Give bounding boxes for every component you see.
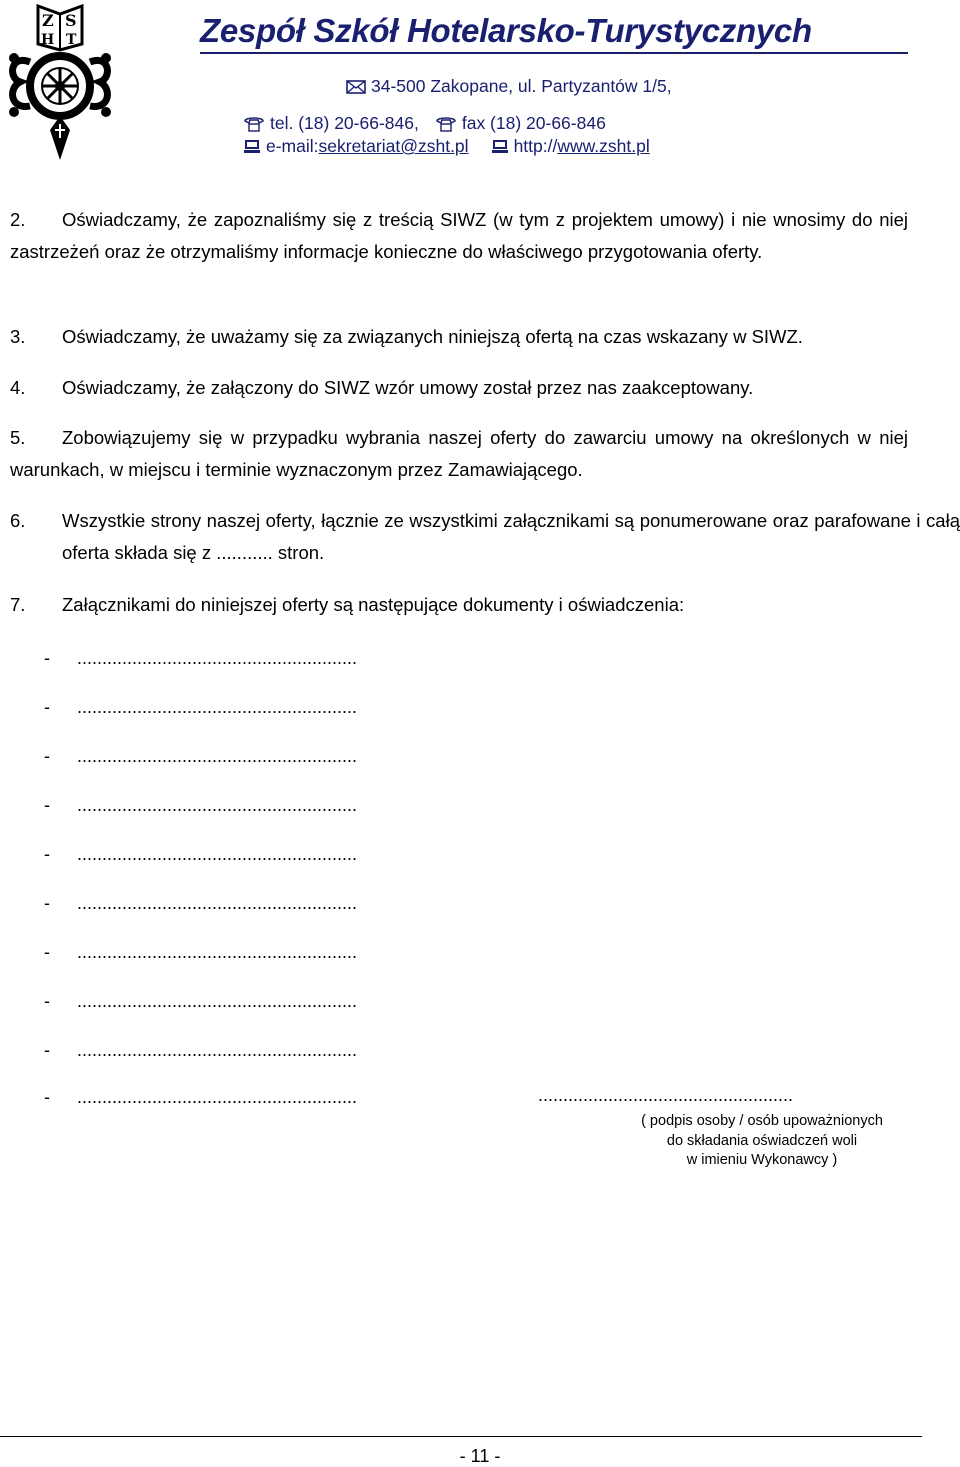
attachment-placeholder: ........................................................ [77, 697, 358, 717]
page-number: - 11 - [459, 1446, 501, 1466]
attachment-placeholder: ........................................................ [77, 746, 358, 766]
attachment-line[interactable] [44, 991, 357, 1012]
attachment-placeholder: ........................................................ [77, 893, 358, 913]
school-logo-icon [4, 2, 116, 160]
fax-icon [435, 116, 457, 132]
attachment-line[interactable] [44, 795, 357, 816]
attachment-dash: - [44, 697, 50, 717]
attachment-line[interactable] [44, 648, 357, 669]
attachment-line[interactable] [44, 844, 357, 865]
item-text: Zobowiązujemy się w przypadku wybrania naszej oferty do zawarciu umowy na określonych w niej warunkach, w miejscu i terminie wyznaczonym przez Zamawiającego. [10, 427, 908, 480]
signature-line[interactable]: ................................................... [538, 1085, 794, 1105]
computer-icon [491, 139, 509, 154]
attachment-dash: - [44, 1087, 50, 1107]
school-name: Zespół Szkół Hotelarsko-Turystycznych [200, 12, 812, 49]
attachment-dash: - [44, 844, 50, 864]
item-number: 6. [10, 510, 26, 531]
logo-letter-t: T [66, 32, 77, 48]
list-item [10, 321, 960, 353]
attachment-line[interactable] [44, 942, 357, 963]
school-logo [4, 2, 116, 160]
item-text: Wszystkie strony naszej oferty, łącznie ze wszystkimi załącznikami są ponumerowane oraz parafowane i całą oferta składa się z ........... stron. [62, 510, 960, 563]
attachment-line[interactable] [44, 1087, 357, 1108]
email-label: e-mail: [266, 136, 319, 156]
attachment-placeholder: ........................................................ [77, 991, 358, 1011]
computer-icon [243, 139, 261, 154]
attachment-dash: - [44, 648, 50, 668]
attachment-dash: - [44, 746, 50, 766]
attachment-line[interactable] [44, 1040, 357, 1061]
signature-caption [612, 1112, 912, 1171]
attachment-dash: - [44, 795, 50, 815]
signature-caption-line: ( podpis osoby / osób upoważnionych [641, 1113, 883, 1129]
attachment-dash: - [44, 991, 50, 1011]
attachment-line[interactable] [44, 697, 357, 718]
fax-text: fax (18) 20-66-846 [461, 113, 606, 133]
address-text: 34-500 Zakopane, ul. Partyzantów 1/5, [371, 76, 672, 96]
signature-caption-line: w imieniu Wykonawcy ) [686, 1152, 838, 1168]
item-text: Oświadczamy, że załączony do SIWZ wzór umowy został przez nas zaakceptowany. [62, 377, 754, 398]
item-text: Załącznikami do niniejszej oferty są następujące dokumenty i oświadczenia: [62, 594, 685, 615]
attachment-line[interactable] [44, 746, 357, 767]
logo-letter-h: H [41, 32, 55, 48]
list-item [10, 204, 960, 268]
signature-caption-line: do składania oświadczeń woli [666, 1132, 858, 1149]
attachment-dash: - [44, 893, 50, 913]
phone-icon [243, 116, 265, 132]
address-line [346, 76, 672, 97]
item-number: 2. [10, 209, 26, 230]
www-prefix: http:// [513, 136, 558, 156]
list-item [10, 589, 960, 621]
attachment-dash: - [44, 942, 50, 962]
item-text: Oświadczamy, że zapoznaliśmy się z treścią SIWZ (w tym z projektem umowy) i nie wnosimy do niej zastrzeżeń oraz że otrzymaliśmy informacje konieczne do właściwego przygotowania oferty. [10, 209, 908, 262]
list-item [10, 372, 960, 404]
attachment-placeholder: ........................................................ [77, 844, 358, 864]
email-www-line [243, 136, 650, 157]
www-link[interactable]: www.zsht.pl [557, 136, 650, 156]
list-item [10, 422, 960, 486]
attachment-placeholder: ........................................................ [77, 1087, 358, 1107]
email-link[interactable]: sekretariat@zsht.pl [318, 136, 469, 156]
attachment-placeholder: ........................................................ [77, 795, 358, 815]
envelope-icon [346, 80, 366, 94]
item-text: Oświadczamy, że uważamy się za związanych niniejszą ofertą na czas wskazany w SIWZ. [62, 326, 803, 347]
phone-text: tel. (18) 20-66-846, [270, 113, 419, 133]
attachment-placeholder: ........................................................ [77, 648, 358, 668]
attachment-placeholder: ........................................................ [77, 1040, 358, 1060]
logo-letter-z: Z [42, 11, 54, 30]
header-rule [200, 52, 908, 54]
logo-letter-s: S [65, 11, 77, 30]
item-number: 3. [10, 326, 26, 347]
attachment-placeholder: ........................................................ [77, 942, 358, 962]
attachment-dash: - [44, 1040, 50, 1060]
item-number: 7. [10, 594, 26, 615]
phone-fax-line [243, 113, 606, 134]
item-number: 5. [10, 427, 26, 448]
item-number: 4. [10, 377, 26, 398]
attachment-line[interactable] [44, 893, 357, 914]
list-item [10, 505, 960, 569]
footer-rule [0, 1436, 922, 1437]
